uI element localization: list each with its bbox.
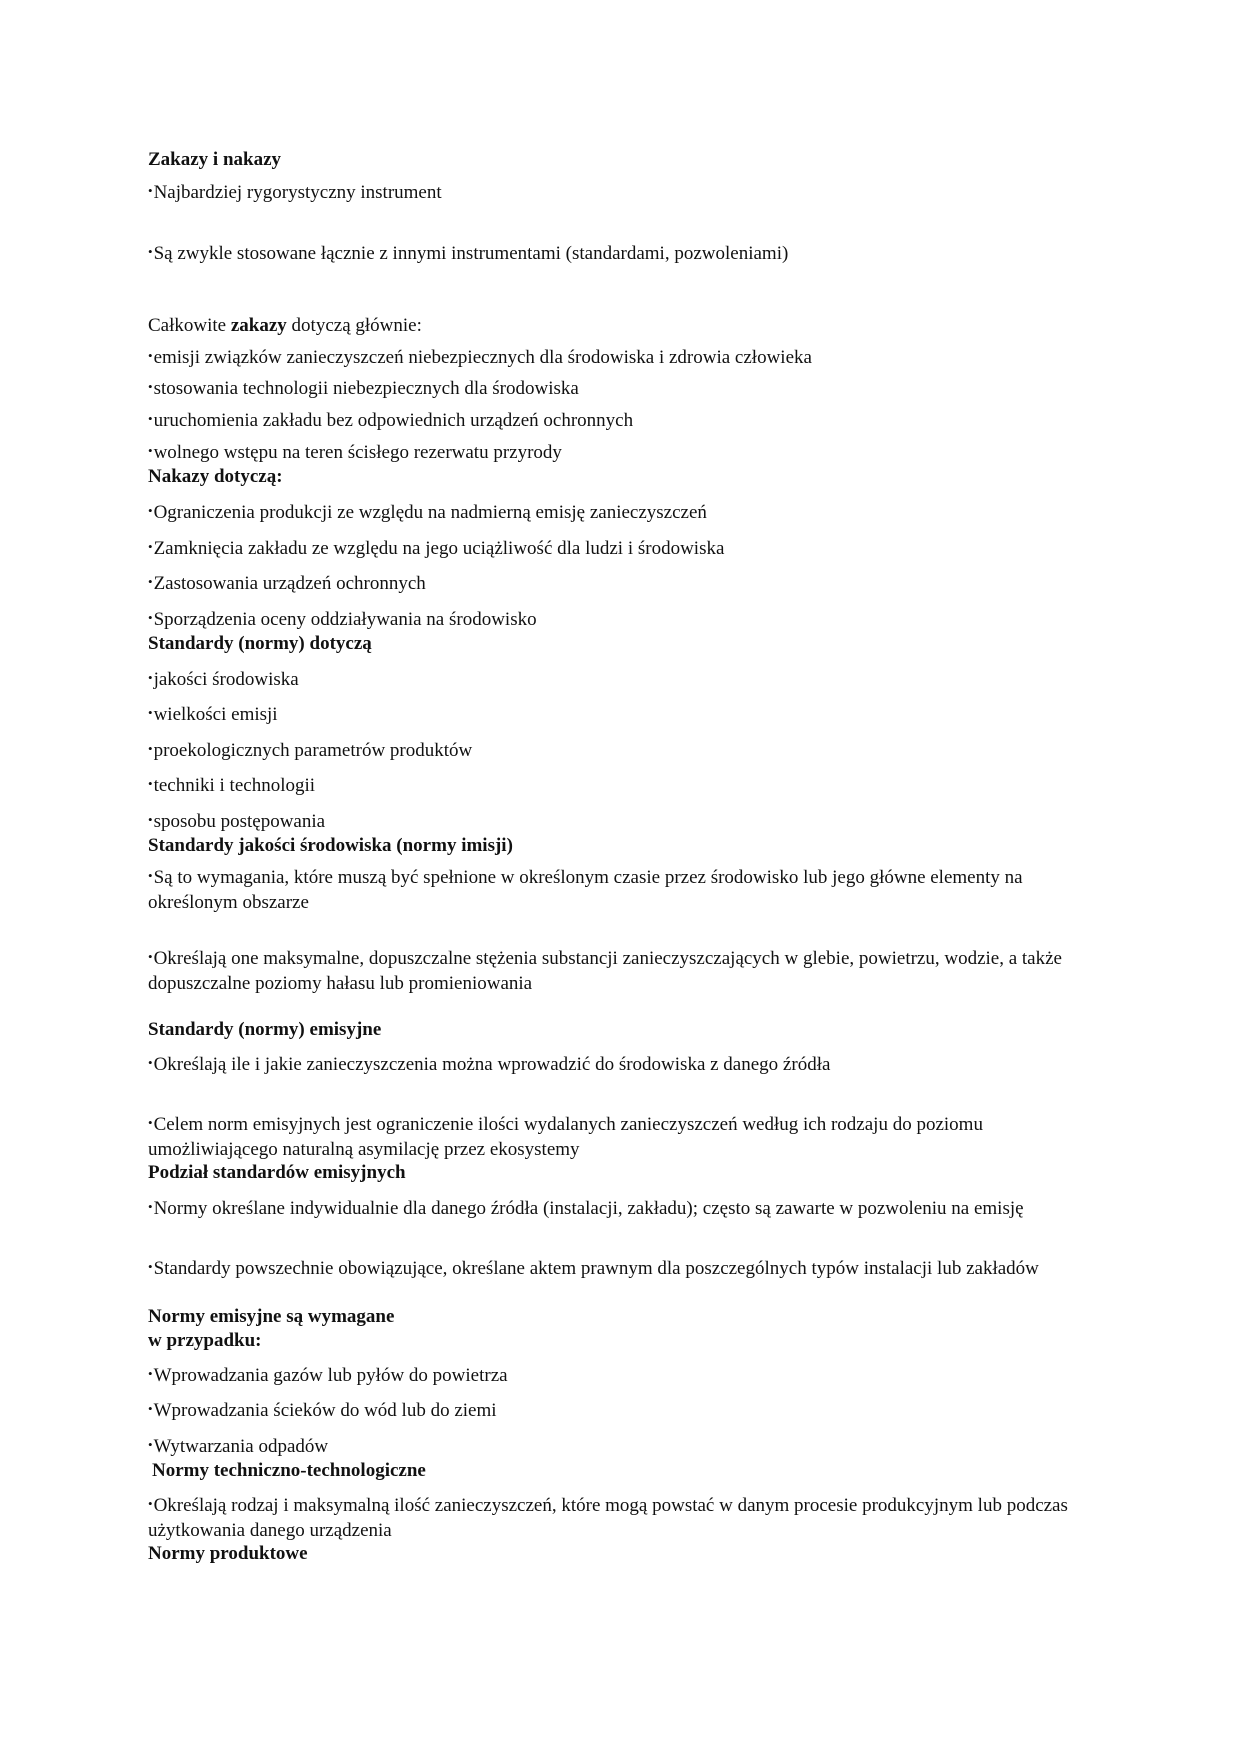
list-item: •uruchomienia zakładu bez odpowiednich urządzeń ochronnych xyxy=(148,410,634,431)
bullet-icon: • xyxy=(148,1055,153,1070)
heading-w-przypadku: w przypadku: xyxy=(148,1330,262,1351)
bullet-icon: • xyxy=(148,348,153,363)
list-item: •Wprowadzania ścieków do wód lub do ziemi xyxy=(148,1400,497,1421)
list-item: •Są zwykle stosowane łącznie z innymi instrumentami (standardami, pozwoleniami) xyxy=(148,243,789,264)
heading-normy-produktowe: Normy produktowe xyxy=(148,1543,308,1564)
list-item: •Zastosowania urządzeń ochronnych xyxy=(148,573,426,594)
list-item: •Są to wymagania, które muszą być spełnione w określonym czasie przez środowisko lub jego główne elementy na określonym obszarze xyxy=(148,867,1023,913)
heading-normy-emisyjne-wymagane: Normy emisyjne są wymagane xyxy=(148,1306,395,1327)
list-item: •Ograniczenia produkcji ze względu na nadmierną emisję zanieczyszczeń xyxy=(148,502,707,523)
bullet-icon: • xyxy=(148,776,153,791)
list-item: •Wytwarzania odpadów xyxy=(148,1436,329,1457)
list-item: •Celem norm emisyjnych jest ograniczenie ilości wydalanych zanieczyszczeń według ich rodzaju do poziomu umożliwiającego naturalną asymilację przez ekosystemy xyxy=(148,1114,983,1160)
bullet-icon: • xyxy=(148,1437,153,1452)
bullet-icon: • xyxy=(148,1199,153,1214)
bullet-icon: • xyxy=(148,183,153,198)
list-item: •Określają rodzaj i maksymalną ilość zanieczyszczeń, które mogą powstać w danym procesie produkcyjnym lub podczas użytkowania danego urządzenia xyxy=(148,1495,1068,1541)
bullet-icon: • xyxy=(148,949,153,964)
bullet-icon: • xyxy=(148,1496,153,1511)
bullet-icon: • xyxy=(148,411,153,426)
list-item: •Zamknięcia zakładu ze względu na jego uciążliwość dla ludzi i środowiska xyxy=(148,538,725,559)
bullet-icon: • xyxy=(148,574,153,589)
list-item: •techniki i technologii xyxy=(148,775,316,796)
intro-calkowite-zakazy: Całkowite zakazy dotyczą głównie: xyxy=(148,315,422,336)
heading-nakazy-dotycza: Nakazy dotyczą: xyxy=(148,466,283,487)
bullet-icon: • xyxy=(148,812,153,827)
heading-zakazy-i-nakazy: Zakazy i nakazy xyxy=(148,149,282,170)
bullet-icon: • xyxy=(148,868,153,883)
list-item: •stosowania technologii niebezpiecznych dla środowiska xyxy=(148,378,579,399)
list-item: •wolnego wstępu na teren ścisłego rezerwatu przyrody xyxy=(148,442,562,463)
bullet-icon: • xyxy=(148,741,153,756)
list-item: •Standardy powszechnie obowiązujące, określane aktem prawnym dla poszczególnych typów instalacji lub zakładów xyxy=(148,1258,1039,1279)
list-item: •jakości środowiska xyxy=(148,669,299,690)
list-item: •Sporządzenia oceny oddziaływania na środowisko xyxy=(148,609,537,630)
list-item: •Normy określane indywidualnie dla danego źródła (instalacji, zakładu); często są zawarte w pozwoleniu na emisję xyxy=(148,1198,1024,1219)
heading-standardy-dotycza: Standardy (normy) dotyczą xyxy=(148,633,372,654)
bullet-icon: • xyxy=(148,610,153,625)
bullet-icon: • xyxy=(148,244,153,259)
list-item: •wielkości emisji xyxy=(148,704,278,725)
bullet-icon: • xyxy=(148,670,153,685)
list-item: •Określają one maksymalne, dopuszczalne stężenia substancji zanieczyszczających w glebie, powietrzu, wodzie, a także dopuszczalne poziomy hałasu lub promieniowania xyxy=(148,948,1062,994)
list-item: •Wprowadzania gazów lub pyłów do powietrza xyxy=(148,1365,508,1386)
bullet-icon: • xyxy=(148,379,153,394)
list-item: •Najbardziej rygorystyczny instrument xyxy=(148,182,442,203)
heading-standardy-jakosci: Standardy jakości środowiska (normy imisji) xyxy=(148,835,513,856)
bullet-icon: • xyxy=(148,1259,153,1274)
bullet-icon: • xyxy=(148,503,153,518)
heading-standardy-emisyjne: Standardy (normy) emisyjne xyxy=(148,1019,382,1040)
bullet-icon: • xyxy=(148,1401,153,1416)
bullet-icon: • xyxy=(148,443,153,458)
list-item: •emisji związków zanieczyszczeń niebezpiecznych dla środowiska i zdrowia człowieka xyxy=(148,347,812,368)
bullet-icon: • xyxy=(148,1115,153,1130)
bullet-icon: • xyxy=(148,539,153,554)
list-item: •proekologicznych parametrów produktów xyxy=(148,740,473,761)
heading-podzial-standardow: Podział standardów emisyjnych xyxy=(148,1162,406,1183)
bullet-icon: • xyxy=(148,1366,153,1381)
bullet-icon: • xyxy=(148,705,153,720)
list-item: •sposobu postępowania xyxy=(148,811,326,832)
heading-normy-techniczno-technologiczne: Normy techniczno-technologiczne xyxy=(152,1460,426,1481)
list-item: •Określają ile i jakie zanieczyszczenia można wprowadzić do środowiska z danego źródła xyxy=(148,1054,831,1075)
